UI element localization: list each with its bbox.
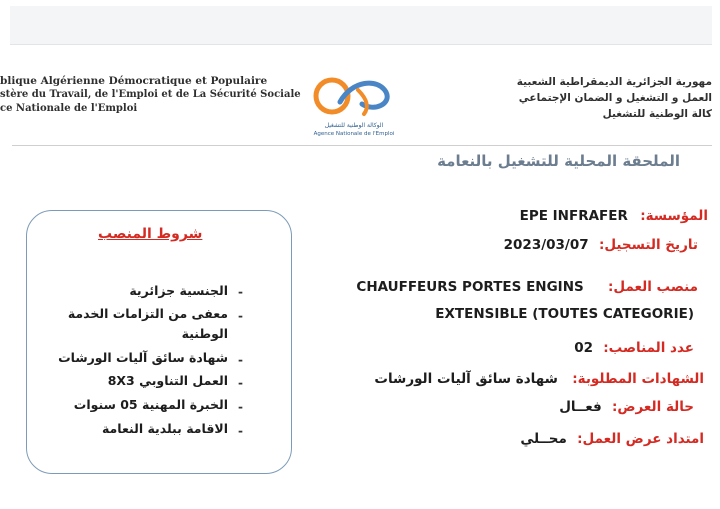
institution-label: المؤسسة: xyxy=(640,208,708,224)
position-row-2 xyxy=(435,306,694,322)
header-fr-line1: blique Algérienne Démocratique et Populaire xyxy=(0,75,268,87)
position-value-2: EXTENSIBLE (TOUTES CATEGORIE) xyxy=(435,306,694,322)
conditions-title: شروط المنصب xyxy=(98,226,203,242)
logo-text-ar: الوكالة الوطنية للتشغيل xyxy=(324,122,384,129)
scope-label: امتداد عرض العمل: xyxy=(577,431,704,447)
header-ar-line3: كالة الوطنية للتشغيل xyxy=(602,108,712,120)
condition-item: الاقامة ببلدية النعامة xyxy=(101,421,228,436)
agency-title: الملحقة المحلية للتشغيل بالنعامة xyxy=(437,152,680,170)
anem-logo-icon xyxy=(300,72,410,140)
status-value: فعــال xyxy=(559,399,602,415)
institution-value: EPE INFRAFER xyxy=(519,208,628,224)
status-row xyxy=(559,399,694,415)
top-banner xyxy=(10,6,712,45)
anem-logo xyxy=(300,72,410,140)
position-label: منصب العمل: xyxy=(608,279,698,295)
scope-row xyxy=(520,431,704,447)
condition-item-cont: الوطنية xyxy=(181,326,228,341)
header-fr-line3: ce Nationale de l'Emploi xyxy=(0,103,138,114)
scope-value: محــلي xyxy=(520,431,567,447)
position-value-1: CHAUFFEURS PORTES ENGINS xyxy=(356,279,584,295)
position-row xyxy=(356,279,698,295)
condition-item: الجنسية جزائرية xyxy=(129,283,228,298)
count-label: عدد المناصب: xyxy=(603,340,694,356)
condition-item: معفى من التزامات الخدمة xyxy=(67,306,228,321)
bullet: - xyxy=(238,424,243,438)
certs-value: شهادة سائق آليات الورشات xyxy=(374,371,558,387)
condition-item: شهادة سائق آليات الورشات xyxy=(58,350,228,365)
reg-date-label: تاريخ التسجيل: xyxy=(598,237,698,253)
condition-item: العمل التناوبي 8X3 xyxy=(107,373,228,388)
logo-text-fr: Agence Nationale de l'Emploi xyxy=(313,131,395,137)
bullet: - xyxy=(238,353,243,367)
header-arabic xyxy=(517,74,712,122)
header-divider xyxy=(12,145,712,146)
certs-row xyxy=(374,371,704,387)
status-label: حالة العرض: xyxy=(611,399,694,415)
bullet: - xyxy=(238,376,243,390)
condition-item: الخبرة المهنية 05 سنوات xyxy=(73,397,228,412)
header-ar-line1: مهورية الجزائرية الديمقراطية الشعبية xyxy=(516,76,712,88)
count-row xyxy=(574,340,694,356)
header-ar-line2: العمل و التشغيل و الضمان الإجتماعي xyxy=(518,92,712,104)
certs-label: الشهادات المطلوبة: xyxy=(572,371,704,387)
bullet: - xyxy=(238,285,243,299)
reg-date-value: 2023/03/07 xyxy=(503,237,589,253)
header-french xyxy=(0,74,301,116)
count-value: 02 xyxy=(574,340,593,356)
bullet: - xyxy=(238,400,243,414)
bullet: - xyxy=(238,309,243,323)
header-fr-line2: stère du Travail, de l'Emploi et de La Sécurité Sociale xyxy=(0,89,301,100)
reg-date-row xyxy=(504,237,698,253)
institution-row xyxy=(520,208,708,224)
